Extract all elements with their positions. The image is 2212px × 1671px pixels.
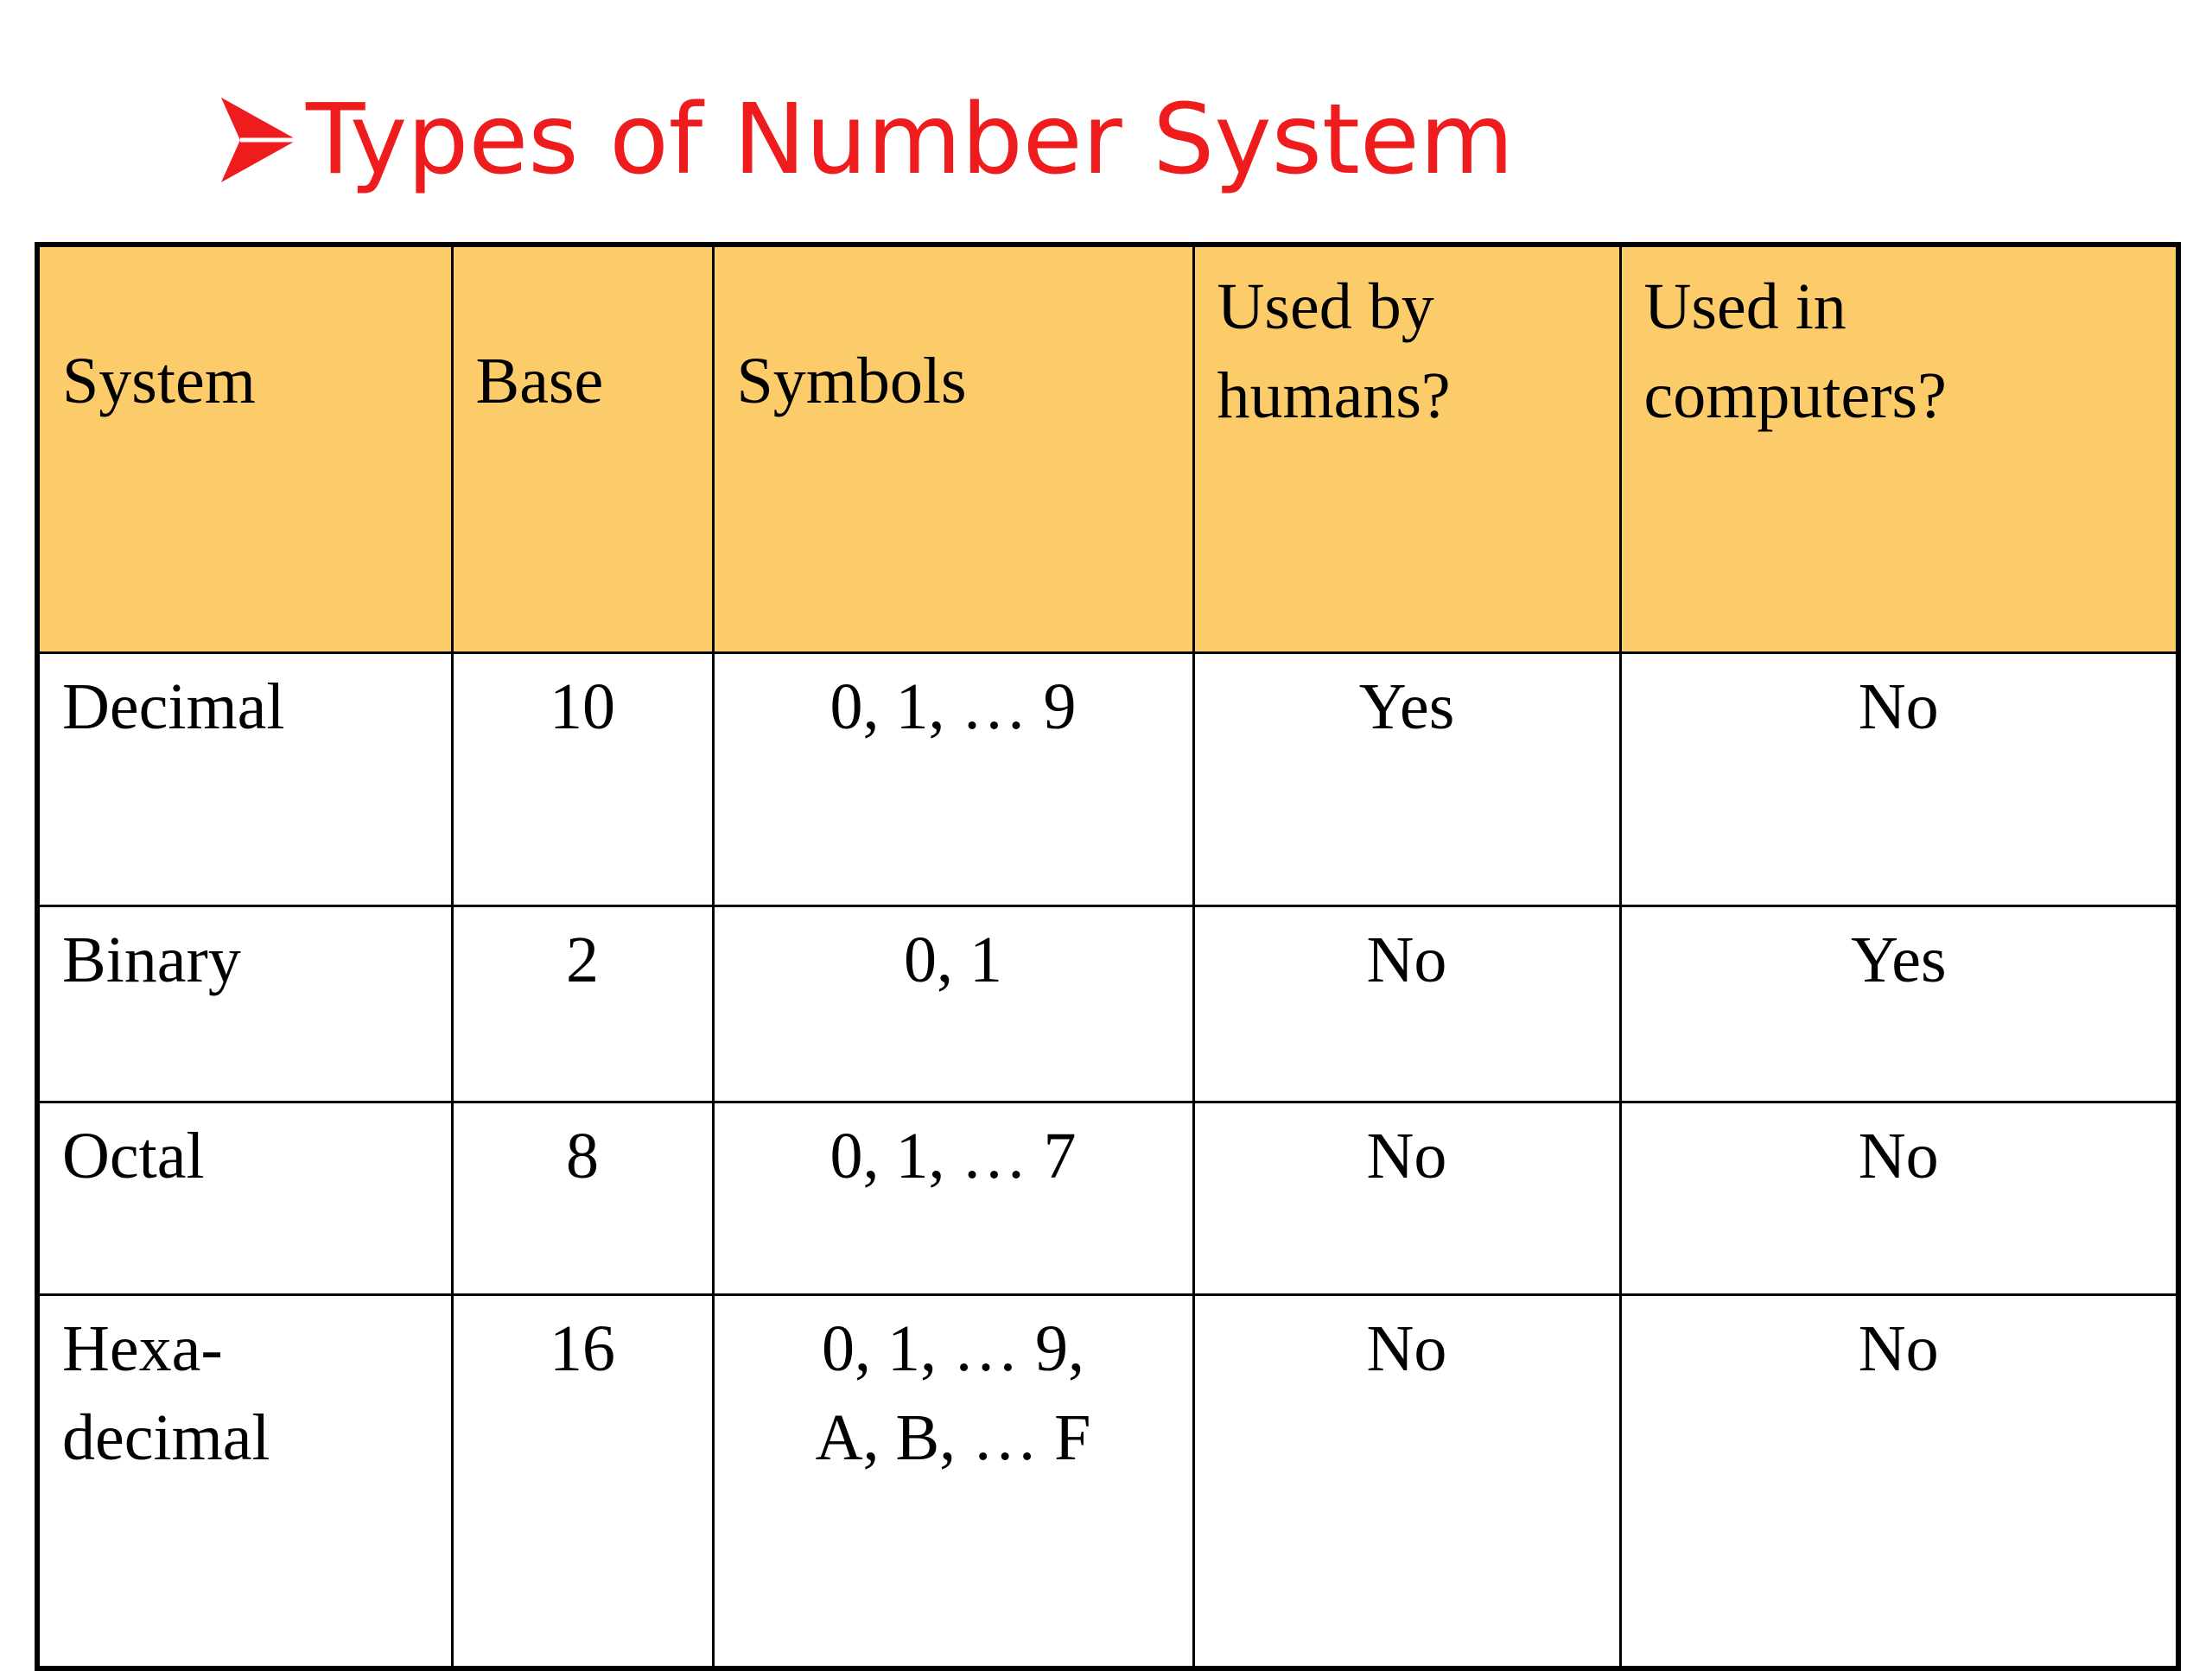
arrow-bullet-icon — [218, 92, 301, 187]
cell-base: 2 — [452, 906, 713, 1102]
slide-title — [218, 71, 1514, 209]
cell-used-by-humans: No — [1193, 1295, 1620, 1669]
header-used-by-humans: Used by humans? — [1193, 245, 1620, 653]
cell-used-by-humans: Yes — [1193, 653, 1620, 906]
header-system: System — [37, 245, 452, 653]
number-system-table — [35, 242, 2181, 1671]
cell-symbols: 0, 1, … 9 — [713, 653, 1193, 906]
table-row — [37, 1102, 2178, 1295]
cell-used-by-humans: No — [1193, 906, 1620, 1102]
header-used-in-computers: Used in computers? — [1620, 245, 2178, 653]
cell-used-by-humans: No — [1193, 1102, 1620, 1295]
cell-symbols: 0, 1, … 7 — [713, 1102, 1193, 1295]
table-row — [37, 906, 2178, 1102]
slide-title-text: Types of Number System — [306, 84, 1514, 196]
cell-system: Binary — [37, 906, 452, 1102]
cell-symbols: 0, 1 — [713, 906, 1193, 1102]
header-base: Base — [452, 245, 713, 653]
cell-used-in-computers: No — [1620, 653, 2178, 906]
table-header-row — [37, 245, 2178, 653]
table-row — [37, 653, 2178, 906]
cell-used-in-computers: Yes — [1620, 906, 2178, 1102]
cell-used-in-computers: No — [1620, 1295, 2178, 1669]
cell-base: 10 — [452, 653, 713, 906]
cell-system: Octal — [37, 1102, 452, 1295]
cell-base: 8 — [452, 1102, 713, 1295]
cell-base: 16 — [452, 1295, 713, 1669]
cell-system: Decimal — [37, 653, 452, 906]
cell-used-in-computers: No — [1620, 1102, 2178, 1295]
table-row — [37, 1295, 2178, 1669]
header-symbols: Symbols — [713, 245, 1193, 653]
cell-symbols: 0, 1, … 9, A, B, … F — [713, 1295, 1193, 1669]
cell-system: Hexa- decimal — [37, 1295, 452, 1669]
